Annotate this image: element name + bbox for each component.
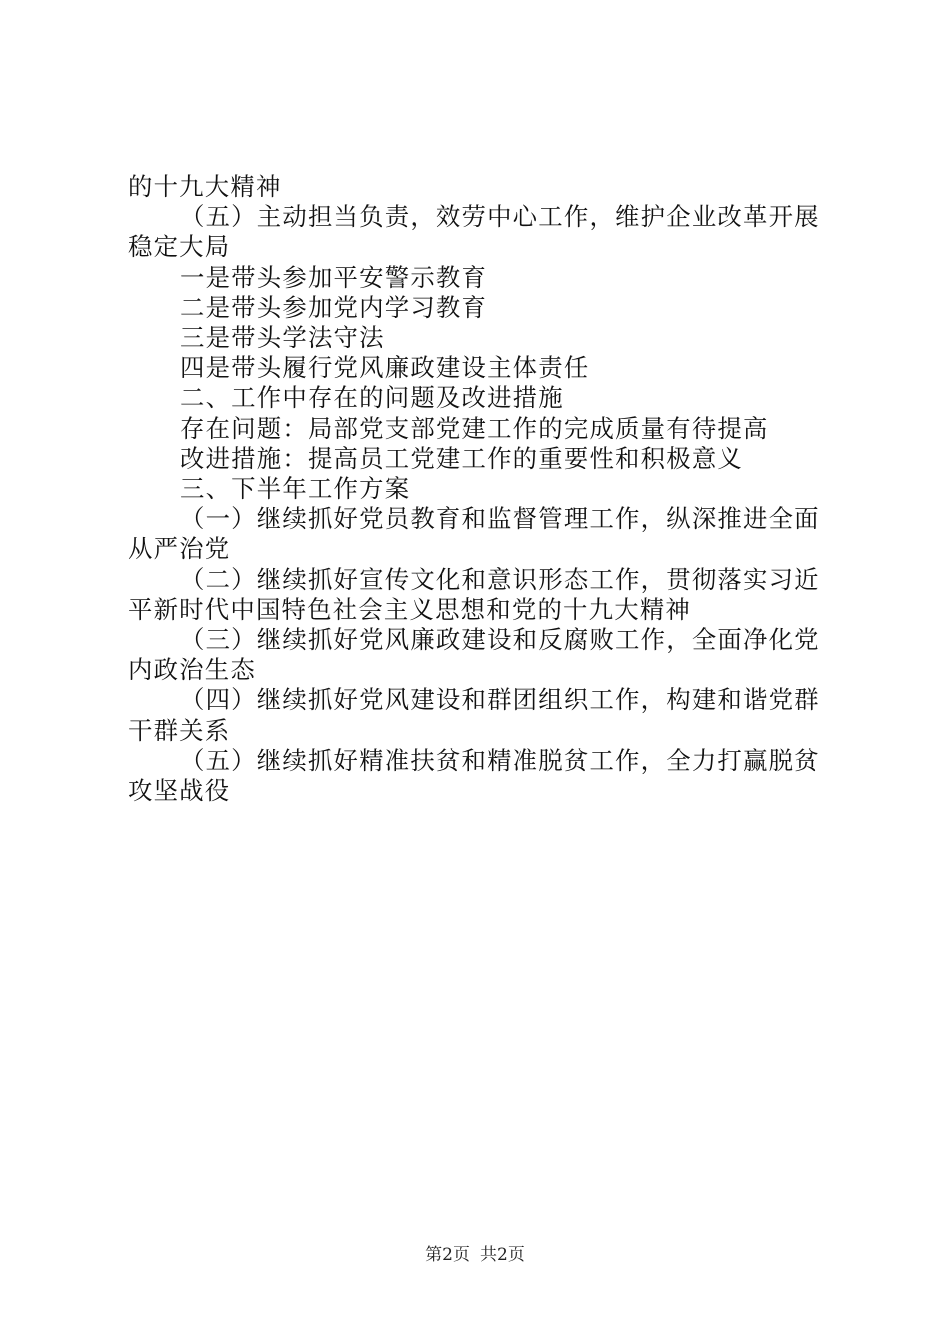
paragraph: （四）继续抓好党风建设和群团组织工作，构建和谐党群干群关系 xyxy=(128,685,820,745)
paragraph: （一）继续抓好党员教育和监督管理工作，纵深推进全面从严治党 xyxy=(128,504,820,564)
page-number: 第2页 xyxy=(425,1245,470,1265)
paragraph: 三是带头学法守法 xyxy=(180,323,385,353)
paragraph: 二是带头参加党内学习教育 xyxy=(180,292,488,322)
paragraph: （二）继续抓好宣传文化和意识形态工作，贯彻落实习近平新时代中国特色社会主义思想和党的十九大精神 xyxy=(128,564,820,624)
paragraph: 存在问题：局部党支部党建工作的完成质量有待提高 xyxy=(180,413,769,443)
paragraph: 改进措施：提高员工党建工作的重要性和积极意义 xyxy=(180,443,743,473)
paragraph: （五）继续抓好精准扶贫和精准脱贫工作，全力打赢脱贫攻坚战役 xyxy=(128,745,820,806)
paragraph: （五）主动担当负责，效劳中心工作，维护企业改革开展稳定大局 xyxy=(128,202,820,262)
section-heading: 二、工作中存在的问题及改进措施 xyxy=(180,383,564,413)
paragraph: 一是带头参加平安警示教育 xyxy=(180,262,488,292)
paragraph: 的十九大精神 xyxy=(128,172,282,201)
paragraph: （三）继续抓好党风廉政建设和反腐败工作，全面净化党内政治生态 xyxy=(128,625,820,685)
page-total: 共2页 xyxy=(480,1245,525,1265)
section-heading: 三、下半年工作方案 xyxy=(180,474,411,504)
page-footer xyxy=(0,1244,950,1266)
document-body xyxy=(128,172,840,806)
paragraph: 四是带头履行党风廉政建设主体责任 xyxy=(180,353,590,383)
